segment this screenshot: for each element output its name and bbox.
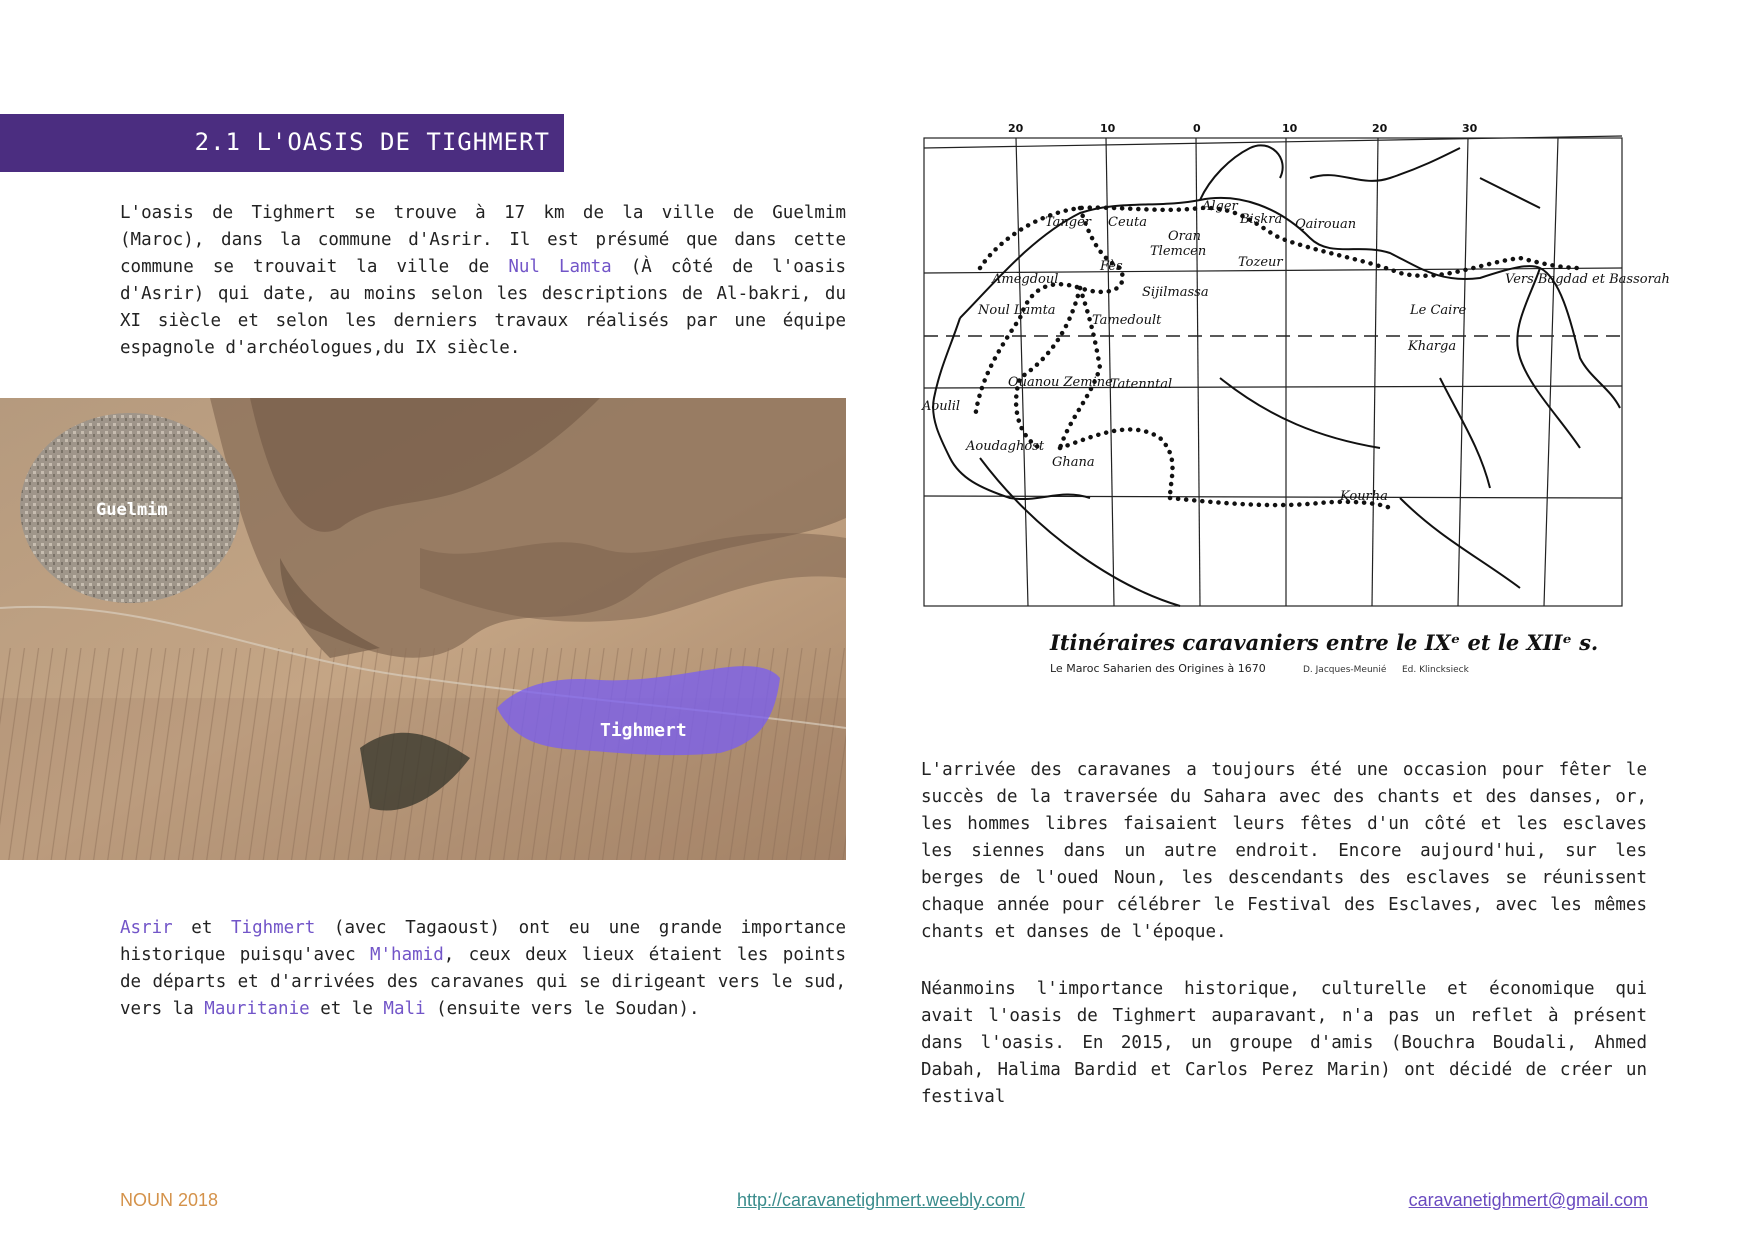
mali-highlight: Mali — [383, 999, 426, 1019]
place-biskra: Biskra — [1240, 212, 1283, 227]
place-fes: Fès — [1100, 259, 1123, 274]
map-author: D. Jacques-Meunié — [1303, 665, 1387, 675]
intro-text-2: (À côté de l'oasis d'Asrir) qui date, au moins selon les descriptions de Al-bakri, du XI siècle et selon les derniers travaux réalisés par une équipe espagnole d'archéologues,du IX siècle. — [120, 257, 846, 358]
place-aoulil: Aoulil — [922, 399, 961, 414]
footer-brand: NOUN 2018 — [120, 1190, 219, 1210]
place-oran: Oran — [1168, 229, 1201, 244]
history-text-3: , ceux deux lieux étaient les points de départs et d'arrivées des caravanes qui se dirigeant vers le sud, vers la — [120, 945, 846, 1019]
history-text-2: (avec Tagaoust) ont eu une grande importance historique puisqu'avec — [120, 918, 846, 965]
section-title: 2.1 L'OASIS DE TIGHMERT — [194, 128, 550, 156]
caravan-routes-map — [920, 118, 1670, 730]
history-paragraph — [120, 915, 846, 1023]
place-tozeur: Tozeur — [1238, 255, 1283, 270]
satellite-image — [0, 398, 846, 860]
place-ceuta: Ceuta — [1108, 215, 1147, 230]
asrir-highlight: Asrir — [120, 918, 173, 938]
place-tamedoult: Tamedoult — [1092, 313, 1162, 328]
map-publisher: Ed. Klincksieck — [1402, 665, 1469, 675]
lon-label-3: 0 — [1193, 122, 1201, 135]
lon-label-2: 10 — [1100, 122, 1116, 135]
history-text-4: et le — [309, 999, 384, 1019]
lon-label-6: 30 — [1462, 122, 1478, 135]
tighmert-highlight: Tighmert — [231, 918, 316, 938]
place-bagdad: Vers Bagdad et Bassorah — [1505, 272, 1670, 287]
mhamid-highlight: M'hamid — [369, 945, 444, 965]
guelmim-label: Guelmim — [96, 500, 168, 520]
place-tanger: Tanger — [1045, 215, 1092, 230]
place-aoudaghost: Aoudaghost — [966, 439, 1045, 454]
lon-label-1: 20 — [1008, 122, 1024, 135]
history-text-1: et — [172, 918, 231, 938]
place-kourha: Kourha — [1340, 489, 1388, 504]
section-banner — [0, 114, 564, 172]
place-ouanou-zemine: Ouanou Zemine — [1008, 375, 1113, 390]
intro-text-1: L'oasis de Tighmert se trouve à 17 km de la ville de Guelmim (Maroc), dans la commune d'Asrir. Il est présumé que dans cette commune se trouvait la ville de — [120, 203, 846, 277]
mauritanie-highlight: Mauritanie — [204, 999, 310, 1019]
place-alger: Alger — [1202, 199, 1238, 214]
place-le-caire: Le Caire — [1410, 303, 1467, 318]
place-kharga: Kharga — [1408, 339, 1457, 354]
footer-email-link[interactable]: caravanetighmert@gmail.com — [1408, 1190, 1648, 1210]
place-amegdoul: Amegdoul — [992, 272, 1059, 287]
lon-label-5: 20 — [1372, 122, 1388, 135]
arrival-paragraph: L'arrivée des caravanes a toujours été une occasion pour fêter le succès de la traversée du Sahara avec des chants et des danses, or, les hommes libres faisaient leurs fêtes d'un côté et les esclaves les siennes dans un autre endroit. Encore aujourd'hui, sur les berges de l'oued Noun, les descendants des esclaves se réunissent chaque année pour célébrer le Festival des Esclaves, avec les mêmes chants et danses de l'époque. — [921, 760, 1647, 942]
place-qairouan: Qairouan — [1295, 217, 1357, 232]
place-ghana: Ghana — [1052, 455, 1095, 470]
map-source: Le Maroc Saharien des Origines à 1670 — [1050, 662, 1266, 675]
intro-paragraph — [120, 200, 846, 362]
footer-website-link[interactable]: http://caravanetighmert.weebly.com/ — [737, 1190, 1025, 1210]
place-tatenntal: Tatenntal — [1110, 377, 1173, 392]
place-tlemcen: Tlemcen — [1150, 244, 1207, 259]
festival-paragraph: Néanmoins l'importance historique, culturelle et économique qui avait l'oasis de Tighmert auparavant, n'a pas un reflet à présent dans l'oasis. En 2015, un groupe d'amis (Bouchra Boudali, Ahmed Dabah, Halima Bardid et Carlos Perez Marin) ont décidé de créer un festival — [921, 979, 1647, 1107]
place-sijilmassa: Sijilmassa — [1142, 285, 1209, 300]
tighmert-label: Tighmert — [600, 720, 687, 741]
history-text-5: (ensuite vers le Soudan). — [425, 999, 700, 1019]
place-noul-lamta: Noul Lamta — [978, 303, 1056, 318]
nul-lamta-highlight: Nul Lamta — [508, 257, 612, 277]
lon-label-4: 10 — [1282, 122, 1298, 135]
map-caption: Itinéraires caravaniers entre le IXᵉ et le XIIᵉ s. — [1050, 630, 1599, 655]
